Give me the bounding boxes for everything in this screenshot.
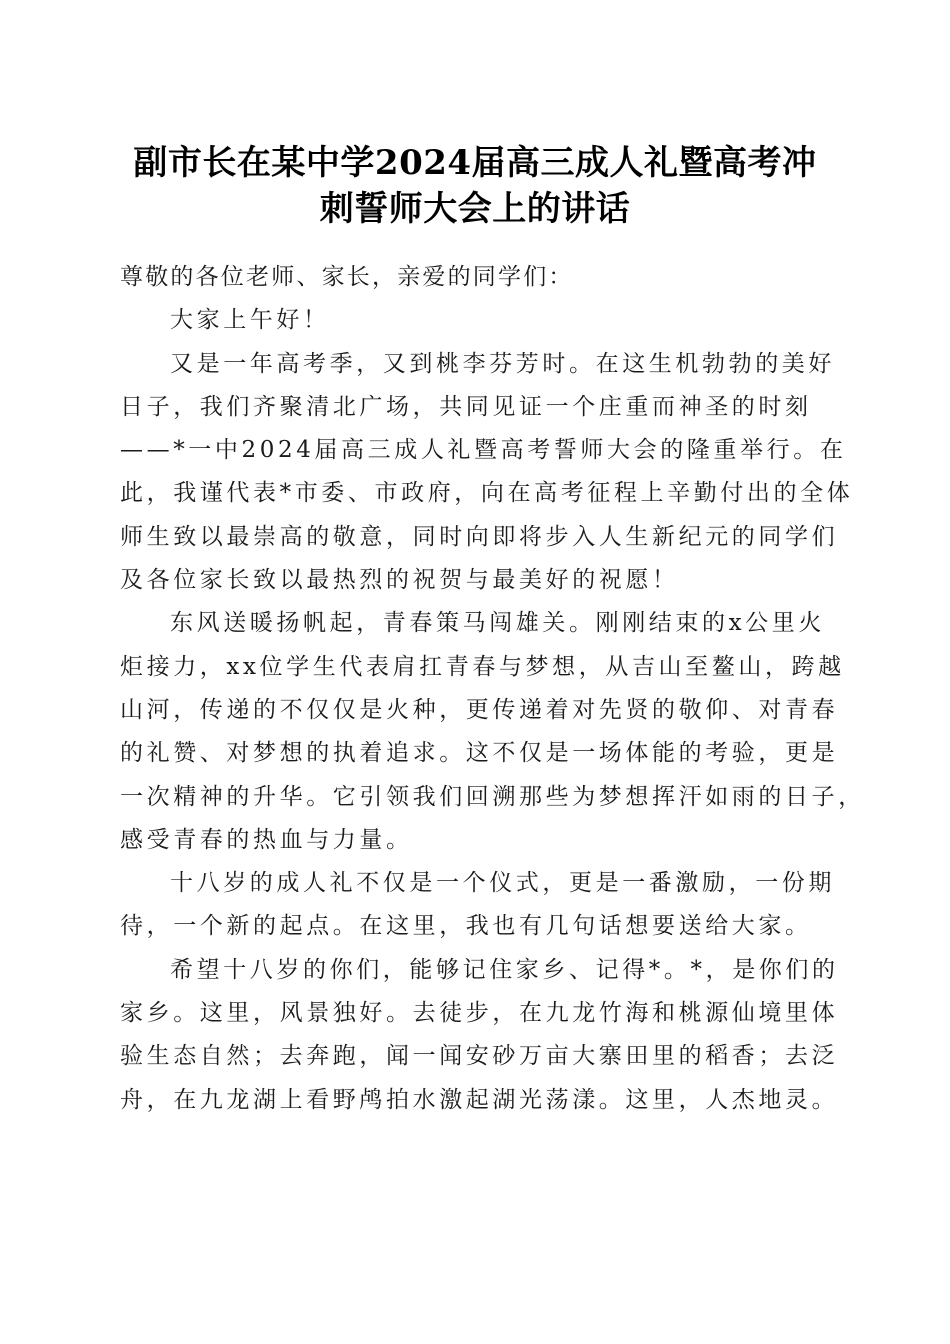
paragraph-line: 及各位家长致以最热烈的祝贺与最美好的祝愿！ xyxy=(120,567,679,594)
paragraph-line: 一次精神的升华。它引领我们回溯那些为梦想挥汗如雨的日子， xyxy=(120,783,865,810)
paragraph-line: 希望十八岁的你们，能够记住家乡、记得*。*，是你们的 xyxy=(170,956,839,983)
paragraph-line: 师生致以最崇高的敬意，同时向即将步入人生新纪元的同学们 xyxy=(120,523,839,550)
paragraph-line: 山河，传递的不仅仅是火种，更传递着对先贤的敬仰、对青春 xyxy=(120,696,839,723)
paragraph-line: 的礼赞、对梦想的执着追求。这不仅是一场体能的考验，更是 xyxy=(120,740,839,767)
paragraph-line: 舟，在九龙湖上看野鸬拍水激起湖光荡漾。这里，人杰地灵。 xyxy=(120,1086,839,1113)
paragraph-coming-of-age xyxy=(120,862,840,949)
title-line-2: 刺誓师大会上的讲话 xyxy=(319,189,631,229)
document-title xyxy=(100,140,850,232)
title-line-1: 副市长在某中学2024届高三成人礼暨高考冲 xyxy=(133,143,817,183)
paragraph-line: 又是一年高考季，又到桃李芬芳时。在这生机勃勃的美好 xyxy=(170,350,835,377)
paragraph-torch-relay xyxy=(120,602,865,862)
paragraph-opening xyxy=(120,343,854,603)
paragraph-line: 大家上午好！ xyxy=(170,307,330,334)
paragraph-line: 东风送暖扬帆起，青春策马闯雄关。刚刚结束的x公里火 xyxy=(170,610,825,637)
paragraph-line: 此，我谨代表*市委、市政府，向在高考征程上辛勤付出的全体 xyxy=(120,480,854,507)
paragraph-line: 验生态自然；去奔跑，闻一闻安砂万亩大寨田里的稻香；去泛 xyxy=(120,1043,839,1070)
paragraph-line: 感受青春的热血与力量。 xyxy=(120,826,413,853)
paragraph-line: 炬接力，xx位学生代表肩扛青春与梦想，从吉山至鳌山，跨越 xyxy=(120,653,845,680)
paragraph-line: ——*一中2024届高三成人礼暨高考誓师大会的隆重举行。在 xyxy=(120,437,847,464)
paragraph-line: 待，一个新的起点。在这里，我也有几句话想要送给大家。 xyxy=(120,913,812,940)
paragraph-line: 日子，我们齐聚清北广场，共同见证一个庄重而神圣的时刻 xyxy=(120,393,812,420)
paragraph-greeting xyxy=(120,299,840,342)
document-body xyxy=(120,256,865,1122)
paragraph-line: 十八岁的成人礼不仅是一个仪式，更是一番激励，一份期 xyxy=(170,870,835,897)
salutation: 尊敬的各位老师、家长，亲爱的同学们： xyxy=(120,264,574,290)
paragraph-hometown xyxy=(120,949,840,1122)
paragraph-line: 家乡。这里，风景独好。去徒步，在九龙竹海和桃源仙境里体 xyxy=(120,1000,839,1027)
